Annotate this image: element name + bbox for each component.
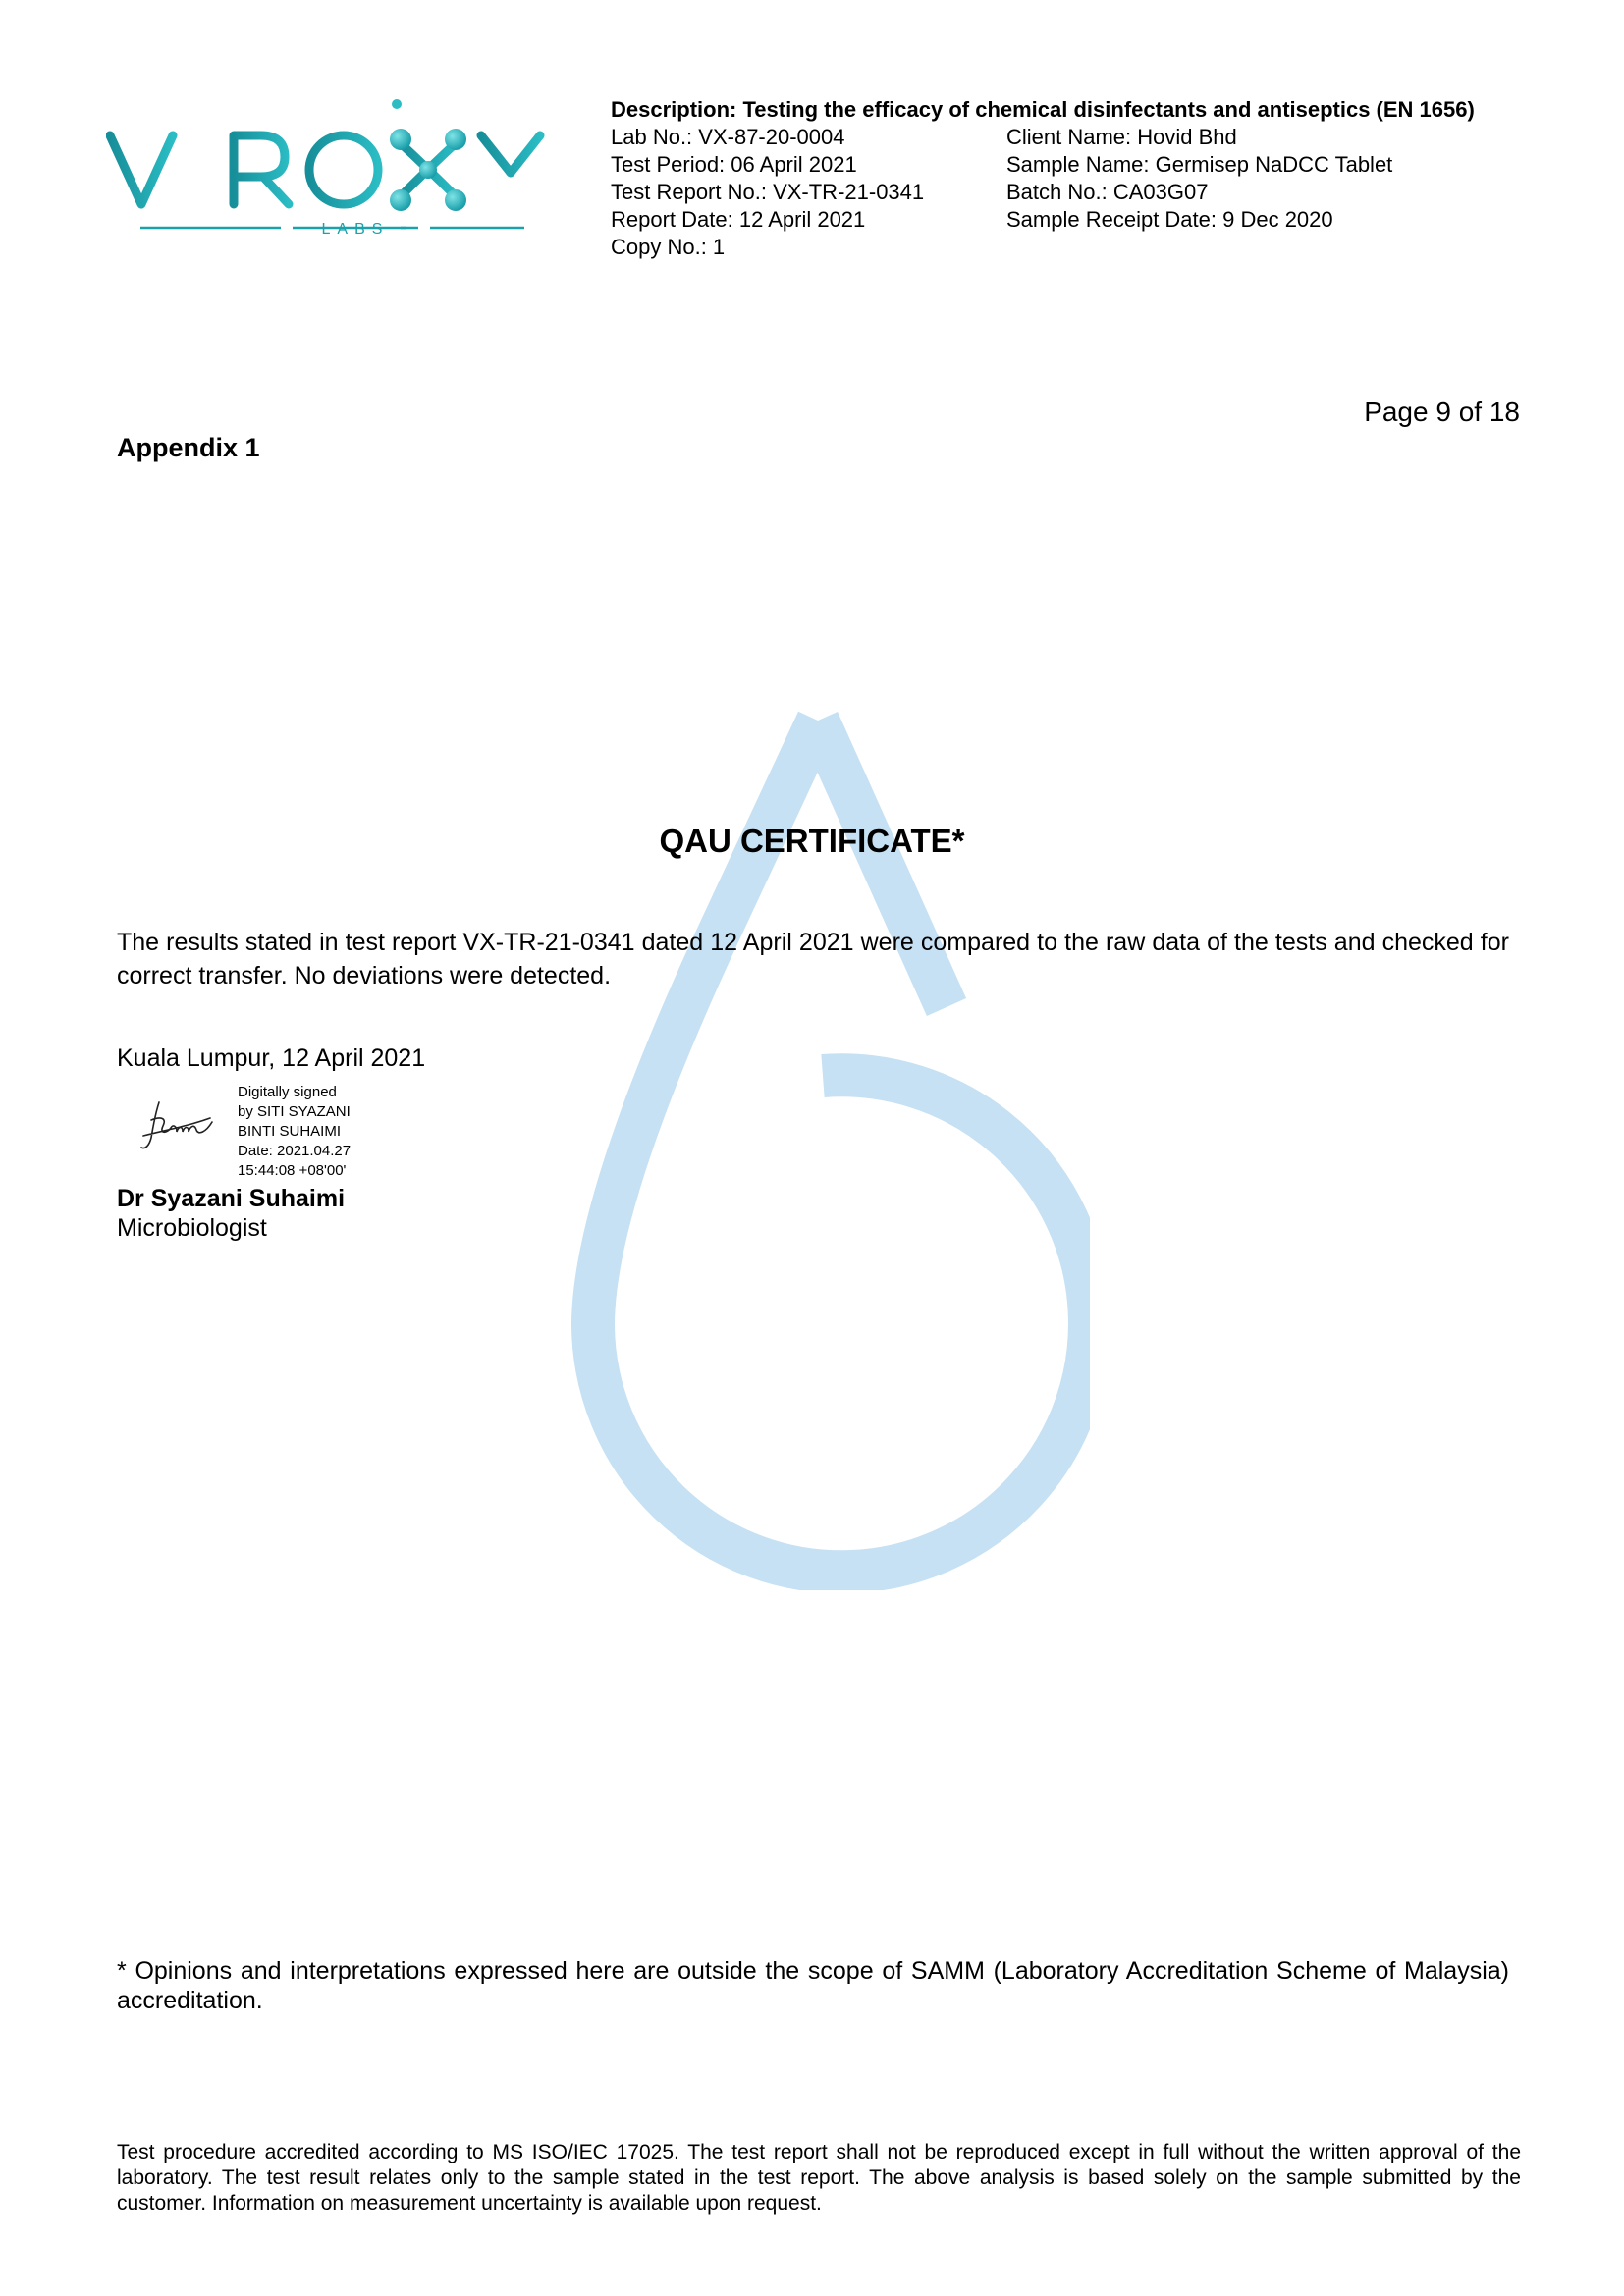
digital-signature-line: by SITI SYAZANI xyxy=(238,1103,351,1120)
signer-name: Dr Syazani Suhaimi xyxy=(117,1185,346,1212)
header-row xyxy=(611,179,1593,206)
handwritten-signature xyxy=(137,1096,216,1155)
header-row xyxy=(611,124,1593,151)
signature-place-date: Kuala Lumpur, 12 April 2021 xyxy=(117,1044,426,1072)
header-row xyxy=(611,206,1593,234)
report-header xyxy=(611,96,1593,261)
sample-name: Sample Name: Germisep NaDCC Tablet xyxy=(1006,152,1393,177)
viroxy-labs-logo xyxy=(106,98,553,245)
certificate-body: The results stated in test report VX-TR-21-0341 dated 12 April 2021 were compared to the raw data of the tests and checked for correct transfer. No deviations were detected. xyxy=(117,929,1509,989)
page-number: Page 9 of 18 xyxy=(1364,397,1520,427)
sample-receipt-date: Sample Receipt Date: 9 Dec 2020 xyxy=(1006,207,1333,232)
client-name: Client Name: Hovid Bhd xyxy=(1006,125,1237,149)
header-description: Description: Testing the efficacy of chemical disinfectants and antiseptics (EN 1656) xyxy=(611,97,1475,122)
batch-number: Batch No.: CA03G07 xyxy=(1006,180,1209,204)
test-period: Test Period: 06 April 2021 xyxy=(611,152,857,177)
signer-title: Microbiologist xyxy=(117,1214,267,1242)
header-row xyxy=(611,234,1593,261)
digital-signature-line: Date: 2021.04.27 xyxy=(238,1143,352,1159)
lab-number: Lab No.: VX-87-20-0004 xyxy=(611,125,845,149)
copy-number: Copy No.: 1 xyxy=(611,235,726,259)
accreditation-note: * Opinions and interpretations expressed here are outside the scope of SAMM (Laboratory Accreditation Scheme of Malaysia) accreditation. xyxy=(117,1957,1509,2014)
logo-tagline: LABS xyxy=(321,221,390,238)
footer-disclaimer: Test procedure accredited according to MS ISO/IEC 17025. The test report shall not be reproduced except in full without the written approval of the laboratory. The test result relates only to the sample stated in the test report. The above analysis is based solely on the sample submitted by the customer. Information on measurement uncertainty is available upon request. xyxy=(117,2141,1521,2215)
digital-signature-line: Digitally signed xyxy=(238,1084,337,1100)
digital-signature-line: BINTI SUHAIMI xyxy=(238,1123,342,1140)
digital-signature-line: 15:44:08 +08'00' xyxy=(238,1162,347,1179)
report-date: Report Date: 12 April 2021 xyxy=(611,207,866,232)
header-row xyxy=(611,151,1593,179)
appendix-label: Appendix 1 xyxy=(117,433,260,462)
digital-signature-block xyxy=(238,1083,351,1181)
certificate-title: QAU CERTIFICATE* xyxy=(659,823,965,859)
test-report-number: Test Report No.: VX-TR-21-0341 xyxy=(611,180,925,204)
